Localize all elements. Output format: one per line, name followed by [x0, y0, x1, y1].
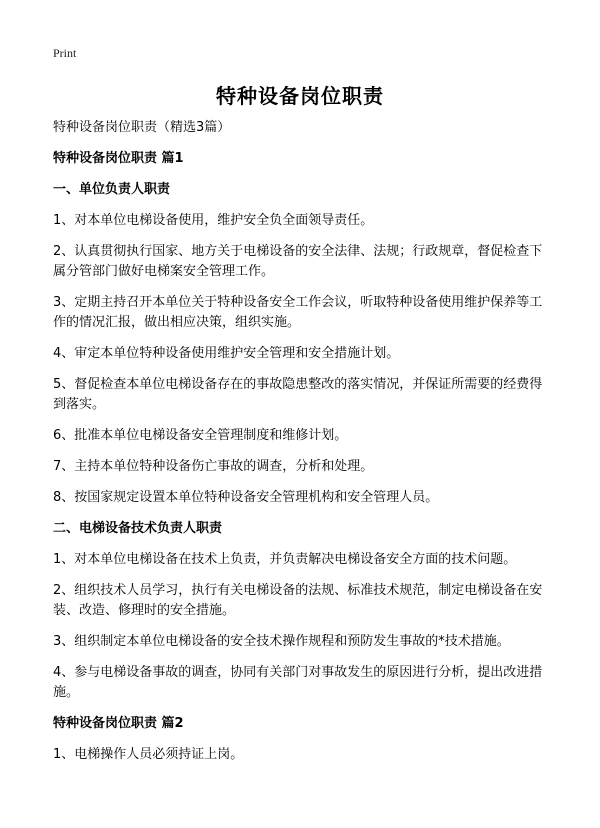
section-1-heading: 一、单位负责人职责	[53, 182, 171, 197]
part-2-heading: 特种设备岗位职责 篇2	[53, 716, 184, 731]
document-title: 特种设备岗位职责	[216, 84, 384, 108]
list-item: 1、对本单位电梯设备使用，维护安全负全面领导责任。	[53, 213, 374, 228]
list-item: 7、主持本单位特种设备伤亡事故的调查，分析和处理。	[53, 459, 374, 474]
section-2-heading: 二、电梯设备技术负责人职责	[53, 521, 223, 536]
list-item: 4、审定本单位特种设备使用维护安全管理和安全措施计划。	[53, 346, 400, 361]
document-body	[53, 118, 554, 776]
list-item: 6、批准本单位电梯设备安全管理制度和维修计划。	[53, 428, 348, 443]
list-item: 1、对本单位电梯设备在技术上负责，并负责解决电梯设备安全方面的技术问题。	[53, 552, 517, 567]
list-item: 2、组织技术人员学习，执行有关电梯设备的法规、标准技术规范，制定电梯设备在安装、改造、修理时的安全措施。	[53, 583, 543, 618]
part-1-heading: 特种设备岗位职责 篇1	[53, 151, 184, 166]
list-item: 5、督促检查本单位电梯设备存在的事故隐患整改的落实情况，并保证所需要的经费得到落实。	[53, 377, 543, 412]
list-item: 8、按国家规定设置本单位特种设备安全管理机构和安全管理人员。	[53, 490, 439, 505]
document-subtitle: 特种设备岗位职责（精选3篇）	[53, 120, 231, 135]
list-item: 2、认真贯彻执行国家、地方关于电梯设备的安全法律、法规；行政规章，督促检查下属分管部门做好电梯案安全管理工作。	[53, 244, 543, 279]
list-item: 3、定期主持召开本单位关于特种设备安全工作会议，听取特种设备使用维护保养等工作的情况汇报，做出相应决策，组织实施。	[53, 295, 543, 330]
list-item: 3、组织制定本单位电梯设备的安全技术操作规程和预防发生事故的*技术措施。	[53, 634, 510, 649]
list-item: 4、参与电梯设备事故的调查，协同有关部门对事故发生的原因进行分析，提出改进措施。	[53, 665, 543, 700]
print-label[interactable]: Print	[53, 46, 77, 60]
list-item: 1、电梯操作人员必须持证上岗。	[53, 747, 244, 762]
